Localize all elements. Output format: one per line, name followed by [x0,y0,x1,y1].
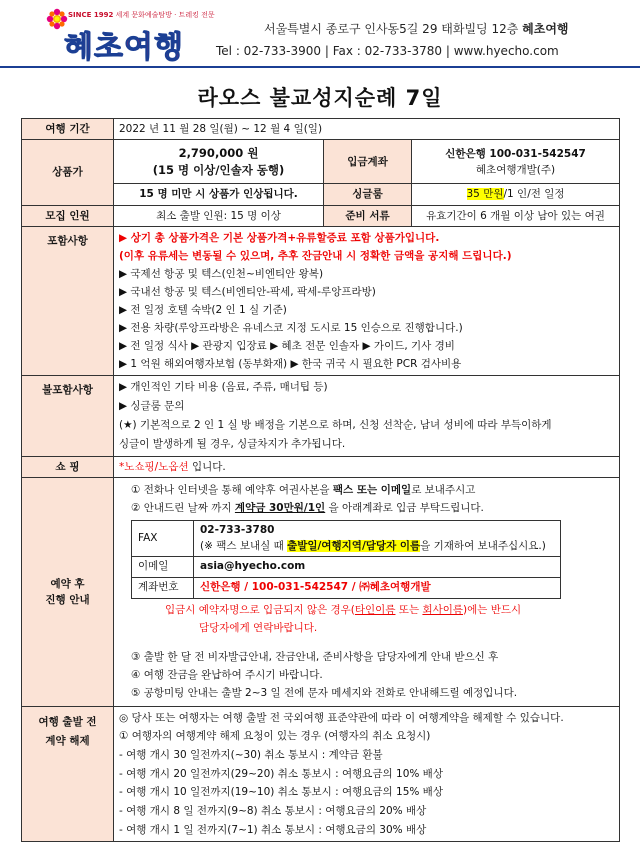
cancel-rule: - 여행 개시 20 일전까지(29~20) 취소 통보시 : 여행요금의 10% 배상 [119,767,443,780]
email-value[interactable]: asia@hyecho.com [194,557,561,578]
account-label: 입금계좌 [324,140,412,184]
cancel-rule: - 여행 개시 1 일 전까지(7~1) 취소 통보시 : 여행요금의 30% 배상 [119,823,427,836]
logo-tagline: SINCE 1992 세계 문화예술탐방 · 트레킹 전문 [68,11,215,19]
booking-step: ③ 출발 한 달 전 비자발급안내, 잔금안내, 준비사항을 담당자에게 안내 받으신 후 [131,650,499,663]
cancel-cell [114,706,620,842]
shopping-label: 쇼 핑 [22,456,114,477]
included-item: ▶ 국제선 항공 및 텍스(인천~비엔티안 왕복) [119,267,324,280]
price-cell [114,140,324,184]
email-row [132,557,561,578]
included-notice: (이후 유류세는 변동될 수 있으며, 추후 잔금안내 시 정확한 금액을 공지해 드립니다.) [119,249,512,262]
row-shopping [22,456,620,477]
single-label: 싱글룸 [324,184,412,205]
row-booking [22,478,620,707]
excluded-cell [114,376,620,457]
min-people-label: 모집 인원 [22,205,114,226]
price-label: 상품가 [22,140,114,205]
period-value: 2022 년 11 월 28 일(월) ~ 12 월 4 일(일) [114,119,620,140]
excluded-item: ▶ 싱글룸 문의 [119,400,185,413]
booking-step: ④ 여행 잔금을 완납하여 주시기 바랍니다. [131,668,323,681]
single-amount: 35 만원 [466,188,504,201]
company-contact: Tel : 02-733-3900 | Fax : 02-733-3780 | www.hyecho.com [216,44,559,58]
excluded-item: ▶ 개인적인 기타 비용 (음료, 주류, 매너팁 등) [119,381,328,394]
payment-info-table [131,520,561,599]
row-price [22,140,620,184]
price-condition: (15 명 이상/인솔자 동행) [152,162,285,177]
row-min-people [22,205,620,226]
period-label: 여행 기간 [22,119,114,140]
fax-cell [194,520,561,557]
cancel-intro: ◎ 당사 또는 여행자는 여행 출발 전 국외여행 표준약관에 따라 이 여행계약을 해제할 수 있습니다. [119,711,564,724]
deposit-warning: 입금시 예약자명으로 입금되지 않은 경우(타인이름 또는 회사이름)에는 반드시 [165,603,522,616]
excluded-note: (★) 기본적으로 2 인 1 실 방 배정을 기본으로 하며, 신청 선착순, 남녀 성비에 따라 부득이하게 [119,418,552,431]
cancel-label: 여행 출발 전 계약 해제 [22,706,114,842]
booking-step: ⑤ 공항미팅 안내는 출발 2~3 일 전에 문자 메세지와 전화로 안내해드릴 예정입니다. [131,687,518,700]
fax-row [132,520,561,557]
row-cancel [22,706,620,842]
booking-label: 예약 후 진행 안내 [22,478,114,707]
acct-value: 신한은행 / 100-031-542547 / ㈜혜초여행개발 [194,578,561,599]
logo-wordmark: 혜초여행 [64,30,184,65]
acct-label: 계좌번호 [132,578,194,599]
deposit-warning: 담당자에게 연락바랍니다. [199,622,318,635]
cancel-rule: - 여행 개시 10 일전까지(19~10) 취소 통보시 : 여행요금의 15% 배상 [119,786,443,799]
booking-step: ① 전화나 인터넷을 통해 예약후 여권사본을 팩스 또는 이메일로 보내주시고 [131,484,476,496]
row-included [22,226,620,375]
account-row [132,578,561,599]
included-label: 포함사항 [22,226,114,375]
excluded-label: 불포함사항 [22,376,114,457]
row-period [22,119,620,140]
booking-cell [114,478,620,707]
page-header [0,0,640,70]
included-notice: ▶ 상기 총 상품가격은 기본 상품가격+유류할증료 포함 상품가입니다. [119,231,440,244]
price-note: 15 명 미만 시 상품가 인상됩니다. [114,184,324,205]
email-label: 이메일 [132,557,194,578]
price-amount: 2,790,000 원 [178,145,259,160]
docs-label: 준비 서류 [324,205,412,226]
fax-label: FAX [132,520,194,557]
company-logo [46,6,236,64]
company-address: 서울특별시 종로구 인사동5길 29 태화빌딩 12층 혜초여행 [264,22,569,36]
fax-note: (※ 팩스 보내실 때 출발일/여행지역/담당자 이름을 기재하여 보내주십시요.) [200,539,546,552]
booking-step: ② 안내드린 날짜 까지 계약금 30만원/1인 을 아래계좌로 입금 부탁드립니다. [131,502,484,515]
cancel-rule: - 여행 개시 30 일전까지(~30) 취소 통보시 : 계약금 환불 [119,749,383,761]
cancel-sub: ① 여행자의 여행계약 해제 요청이 있는 경우 (여행자의 취소 요청시) [119,730,431,743]
account-cell [412,140,620,184]
tour-info-table [21,118,620,842]
included-item: ▶ 전 일정 호텔 숙박(2 인 1 실 기준) [119,303,287,316]
included-item: ▶ 전 일정 식사 ▶ 관광지 입장료 ▶ 혜초 전문 인솔자 ▶ 가이드, 기사 경비 [119,340,455,353]
page-title: 라오스 불교성지순례 7일 [197,86,443,110]
docs-value: 유효기간이 6 개월 이상 남아 있는 여권 [412,205,620,226]
excluded-note: 싱글이 발생하게 될 경우, 싱글차지가 추가됩니다. [119,437,346,450]
min-people-value: 최소 출발 인원: 15 명 이상 [114,205,324,226]
shopping-cell: *노쇼핑/노옵션 입니다. [114,456,620,477]
fax-number: 02-733-3780 [200,523,275,536]
single-cell: 35 만원/1 인/전 일정 [412,184,620,205]
included-cell [114,226,620,375]
included-item: ▶ 전용 차량(루앙프라방은 유네스코 지정 도시로 15 인승으로 진행합니다.) [119,322,463,335]
shopping-value: 노쇼핑/노옵션 [124,460,189,473]
included-item: ▶ 1 억원 해외여행자보험 (동부화재) ▶ 한국 귀국 시 필요한 PCR 검사비용 [119,358,462,371]
cancel-rule: - 여행 개시 8 일 전까지(9~8) 취소 통보시 : 여행요금의 20% 배상 [119,805,427,818]
row-excluded [22,376,620,457]
account-holder: 혜초여행개발(주) [475,163,556,176]
account-bank: 신한은행 100-031-542547 [445,147,586,160]
header-divider [0,66,640,68]
included-item: ▶ 국내선 항공 및 텍스(비엔티안-팍세, 팍세-루앙프라방) [119,285,376,298]
